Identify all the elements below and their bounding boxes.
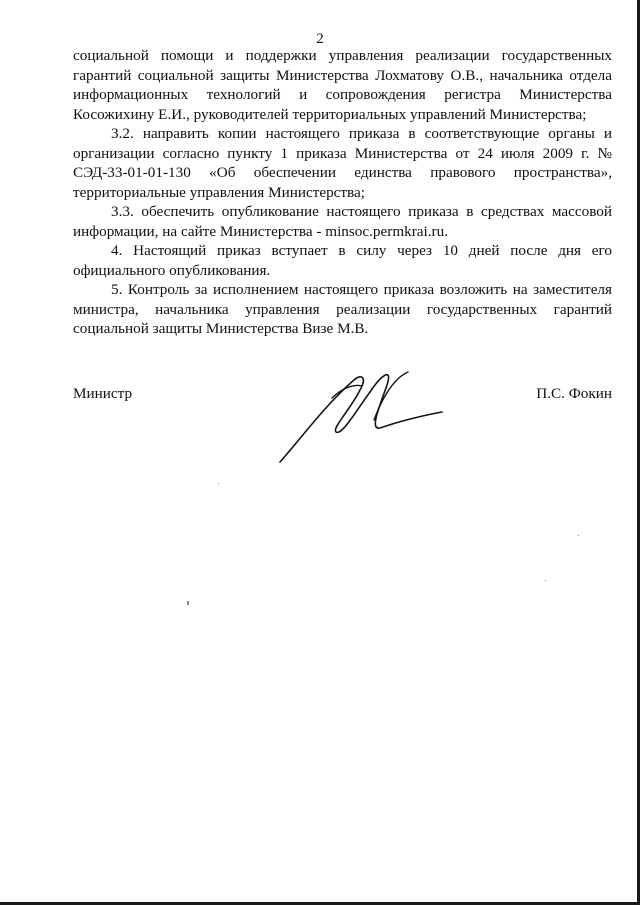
paragraph-3-2: 3.2. направить копии настоящего приказа в соответствующие органы и организации согласно пункту 1 приказа Министерства от 24 июля 2009 г. № СЭД-33-01-01-130 «Об обеспечении единства правового пространства», территориальные управления Министерства; [73,125,612,201]
scan-speck [218,483,219,484]
scan-speck [578,535,579,536]
page-number: 2 [316,31,324,47]
scan-speck [187,601,189,605]
handwritten-signature [270,358,450,468]
paragraph-4: 4. Настоящий приказ вступает в силу через 10 дней после дня его официального опубликования. [73,242,612,279]
paragraph-continuation: социальной помощи и поддержки управления реализации государственных гарантий социальной защиты Министерства Лохматову О.В., начальника отдела информационных технологий и сопровождения регистра Министерства Косожихину Е.И., руководителей территориальных управлений Министерства; [73,47,612,123]
paragraph-5: 5. Контроль за исполнением настоящего приказа возложить на заместителя министра, начальника управления реализации государственных гарантий социальной защиты Министерства Визе М.В. [73,281,612,337]
document-body [73,46,612,339]
paragraph-3-3: 3.3. обеспечить опубликование настоящего приказа в средствах массовой информации, на сайте Министерства - minsoc.permkrai.ru. [73,203,612,240]
signatory-role: Министр [73,385,133,402]
scan-speck [545,580,546,581]
signatory-name: П.С. Фокин [536,385,612,402]
